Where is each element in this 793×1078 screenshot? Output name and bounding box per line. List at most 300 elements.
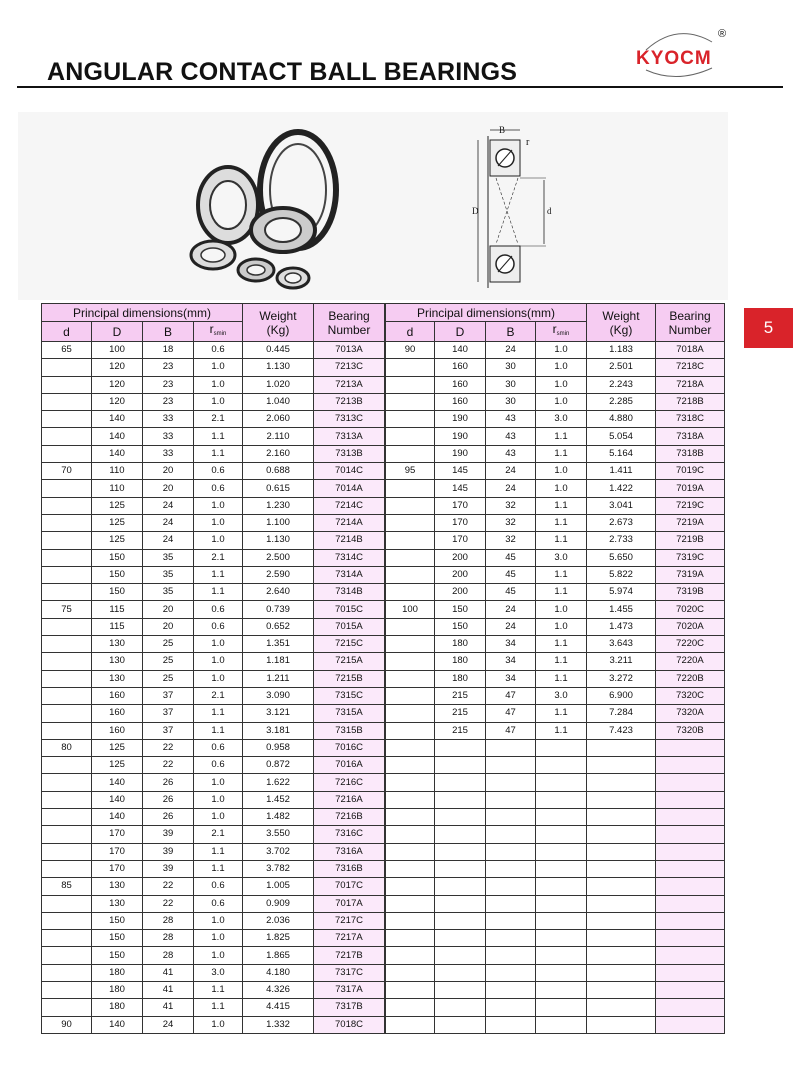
table-cell — [486, 964, 536, 981]
table-cell — [386, 497, 435, 514]
table-cell: 2.110 — [243, 428, 314, 445]
table-row — [42, 791, 725, 808]
table-row — [42, 739, 725, 756]
table-cell — [435, 774, 486, 791]
table-cell: 110 — [92, 480, 143, 497]
table-cell: 7015C — [314, 601, 385, 618]
table-row — [42, 480, 725, 497]
table-cell — [42, 376, 92, 393]
table-cell: 3.702 — [243, 843, 314, 860]
table-cell: 7318B — [656, 445, 725, 462]
table-cell: 7013A — [314, 342, 385, 359]
table-cell — [386, 1016, 435, 1033]
table-cell: 170 — [92, 843, 143, 860]
table-cell — [587, 964, 656, 981]
bearing-cross-section-diagram — [468, 118, 578, 293]
table-cell: 7219C — [656, 497, 725, 514]
registered-mark: ® — [718, 28, 727, 40]
col-rsmin-header: rsmin — [194, 322, 243, 342]
col-B-header-right: B — [486, 322, 536, 342]
table-cell: 1.0 — [194, 947, 243, 964]
table-cell: 200 — [435, 566, 486, 583]
table-cell: 26 — [143, 791, 194, 808]
table-cell: 0.6 — [194, 618, 243, 635]
table-cell: 1.0 — [194, 809, 243, 826]
table-cell: 39 — [143, 826, 194, 843]
table-cell: 115 — [92, 601, 143, 618]
table-cell: 1.1 — [194, 981, 243, 998]
table-cell: 140 — [435, 342, 486, 359]
table-cell: 130 — [92, 878, 143, 895]
table-cell: 7215B — [314, 670, 385, 687]
table-cell: 1.1 — [536, 653, 587, 670]
table-cell — [435, 912, 486, 929]
col-d-header: d — [42, 322, 92, 342]
table-cell: 22 — [143, 895, 194, 912]
table-cell: 0.615 — [243, 480, 314, 497]
table-cell — [42, 618, 92, 635]
table-cell: 41 — [143, 964, 194, 981]
table-row — [42, 497, 725, 514]
table-cell: 7213C — [314, 359, 385, 376]
table-cell — [42, 687, 92, 704]
table-cell: 7216C — [314, 774, 385, 791]
table-cell: 1.230 — [243, 497, 314, 514]
table-cell: 70 — [42, 463, 92, 480]
table-cell: 3.272 — [587, 670, 656, 687]
table-cell: 3.121 — [243, 705, 314, 722]
table-cell: 20 — [143, 463, 194, 480]
table-cell: 23 — [143, 376, 194, 393]
table-cell — [42, 843, 92, 860]
table-cell: 7218C — [656, 359, 725, 376]
table-row — [42, 601, 725, 618]
table-cell: 170 — [435, 497, 486, 514]
table-cell: 2.285 — [587, 393, 656, 410]
table-cell: 7218A — [656, 376, 725, 393]
table-cell — [587, 878, 656, 895]
table-cell — [486, 947, 536, 964]
table-cell — [435, 930, 486, 947]
table-row — [42, 1016, 725, 1033]
table-cell: 3.782 — [243, 860, 314, 877]
table-cell: 43 — [486, 445, 536, 462]
table-cell: 0.6 — [194, 480, 243, 497]
table-cell — [42, 757, 92, 774]
table-cell — [656, 757, 725, 774]
table-cell: 7317A — [314, 981, 385, 998]
table-cell: 28 — [143, 947, 194, 964]
table-cell — [486, 757, 536, 774]
table-cell: 1.1 — [194, 722, 243, 739]
table-cell: 160 — [92, 722, 143, 739]
table-cell — [656, 912, 725, 929]
table-cell — [42, 774, 92, 791]
table-cell: 1.1 — [194, 428, 243, 445]
table-cell: 1.0 — [194, 670, 243, 687]
table-cell — [42, 705, 92, 722]
table-cell: 7019C — [656, 463, 725, 480]
table-cell: 4.326 — [243, 981, 314, 998]
table-cell: 7313A — [314, 428, 385, 445]
table-cell: 30 — [486, 376, 536, 393]
table-cell: 0.652 — [243, 618, 314, 635]
table-cell: 7320B — [656, 722, 725, 739]
table-cell: 24 — [143, 532, 194, 549]
table-cell — [656, 1016, 725, 1033]
table-cell: 140 — [92, 1016, 143, 1033]
table-cell — [536, 981, 587, 998]
table-cell: 7319C — [656, 549, 725, 566]
table-cell — [42, 636, 92, 653]
table-cell: 140 — [92, 411, 143, 428]
table-cell — [42, 584, 92, 601]
table-cell: 75 — [42, 601, 92, 618]
table-cell: 7319B — [656, 584, 725, 601]
table-cell: 7019A — [656, 480, 725, 497]
table-cell: 1.0 — [536, 463, 587, 480]
table-cell: 150 — [92, 947, 143, 964]
table-cell — [656, 860, 725, 877]
table-cell: 34 — [486, 670, 536, 687]
table-cell — [587, 912, 656, 929]
table-cell — [386, 981, 435, 998]
bearing-number-header-right: Bearing Number — [656, 304, 725, 342]
table-cell — [386, 670, 435, 687]
table-cell: 100 — [386, 601, 435, 618]
title-underline — [17, 86, 783, 88]
table-row — [42, 411, 725, 428]
table-cell — [42, 411, 92, 428]
table-cell: 7018A — [656, 342, 725, 359]
table-cell — [656, 843, 725, 860]
table-cell: 2.1 — [194, 549, 243, 566]
table-cell: 45 — [486, 566, 536, 583]
table-cell: 215 — [435, 687, 486, 704]
table-cell — [656, 981, 725, 998]
table-cell: 110 — [92, 463, 143, 480]
table-cell — [42, 791, 92, 808]
table-cell: 1.0 — [536, 393, 587, 410]
table-cell: 24 — [143, 1016, 194, 1033]
table-cell: 3.0 — [536, 411, 587, 428]
table-cell: 7015A — [314, 618, 385, 635]
table-row — [42, 826, 725, 843]
table-cell — [42, 549, 92, 566]
table-cell: 190 — [435, 428, 486, 445]
table-row — [42, 428, 725, 445]
table-cell — [42, 860, 92, 877]
table-cell: 170 — [435, 532, 486, 549]
dim-r-label: r — [526, 137, 530, 148]
table-cell: 20 — [143, 618, 194, 635]
table-row — [42, 670, 725, 687]
col-D-header: D — [92, 322, 143, 342]
table-cell: 7320A — [656, 705, 725, 722]
table-cell: 26 — [143, 809, 194, 826]
table-cell: 1.0 — [194, 497, 243, 514]
table-cell: 1.0 — [194, 514, 243, 531]
table-cell: 5.974 — [587, 584, 656, 601]
table-cell — [435, 947, 486, 964]
table-cell: 2.673 — [587, 514, 656, 531]
table-row — [42, 860, 725, 877]
table-cell: 35 — [143, 566, 194, 583]
table-row — [42, 393, 725, 410]
table-cell — [42, 359, 92, 376]
table-cell — [656, 809, 725, 826]
table-cell: 7318A — [656, 428, 725, 445]
table-cell: 125 — [92, 532, 143, 549]
table-cell: 24 — [486, 480, 536, 497]
table-cell: 1.0 — [194, 532, 243, 549]
table-cell: 160 — [435, 376, 486, 393]
table-cell: 1.411 — [587, 463, 656, 480]
table-cell: 18 — [143, 342, 194, 359]
table-cell — [386, 584, 435, 601]
col-B-header: B — [143, 322, 194, 342]
table-cell: 2.501 — [587, 359, 656, 376]
table-cell: 7316C — [314, 826, 385, 843]
table-cell: 2.160 — [243, 445, 314, 462]
table-cell — [536, 878, 587, 895]
table-cell: 1.1 — [536, 445, 587, 462]
table-cell: 7318C — [656, 411, 725, 428]
table-cell — [486, 809, 536, 826]
table-cell — [386, 549, 435, 566]
table-cell: 1.181 — [243, 653, 314, 670]
table-cell: 1.130 — [243, 359, 314, 376]
table-cell: 7217A — [314, 930, 385, 947]
table-cell: 1.825 — [243, 930, 314, 947]
table-cell — [536, 739, 587, 756]
table-cell: 4.415 — [243, 999, 314, 1016]
table-cell: 140 — [92, 791, 143, 808]
table-cell: 0.6 — [194, 463, 243, 480]
table-cell — [536, 860, 587, 877]
table-cell — [656, 878, 725, 895]
table-cell: 7315A — [314, 705, 385, 722]
table-cell — [656, 999, 725, 1016]
table-cell — [435, 895, 486, 912]
table-cell: 7216B — [314, 809, 385, 826]
table-row — [42, 930, 725, 947]
table-cell: 1.1 — [194, 843, 243, 860]
table-cell: 1.1 — [194, 860, 243, 877]
table-cell — [42, 514, 92, 531]
table-cell — [587, 860, 656, 877]
table-cell: 190 — [435, 445, 486, 462]
table-cell: 3.0 — [194, 964, 243, 981]
table-cell — [486, 930, 536, 947]
table-cell: 0.6 — [194, 342, 243, 359]
table-cell — [486, 912, 536, 929]
bearing-number-header: Bearing Number — [314, 304, 385, 342]
table-cell: 0.872 — [243, 757, 314, 774]
table-cell: 7.284 — [587, 705, 656, 722]
table-cell: 33 — [143, 445, 194, 462]
table-cell — [386, 514, 435, 531]
table-cell — [536, 843, 587, 860]
table-cell: 45 — [486, 584, 536, 601]
table-cell: 0.958 — [243, 739, 314, 756]
table-cell — [386, 912, 435, 929]
table-cell — [386, 895, 435, 912]
table-cell — [486, 895, 536, 912]
table-cell — [42, 809, 92, 826]
table-cell: 24 — [143, 514, 194, 531]
table-cell: 20 — [143, 601, 194, 618]
table-cell: 2.500 — [243, 549, 314, 566]
table-cell: 1.0 — [536, 618, 587, 635]
table-cell — [386, 636, 435, 653]
table-cell: 0.909 — [243, 895, 314, 912]
table-cell: 7213A — [314, 376, 385, 393]
table-cell: 190 — [435, 411, 486, 428]
table-cell: 43 — [486, 428, 536, 445]
table-row — [42, 774, 725, 791]
table-cell: 47 — [486, 687, 536, 704]
table-cell: 180 — [435, 670, 486, 687]
table-cell: 4.880 — [587, 411, 656, 428]
table-cell — [656, 774, 725, 791]
brand-logo — [632, 28, 732, 78]
table-cell — [435, 843, 486, 860]
table-cell — [587, 947, 656, 964]
table-row — [42, 549, 725, 566]
table-cell: 120 — [92, 359, 143, 376]
weight-header-right: Weight (Kg) — [587, 304, 656, 342]
table-cell: 1.1 — [194, 999, 243, 1016]
table-row — [42, 809, 725, 826]
table-cell: 1.0 — [536, 601, 587, 618]
table-cell: 0.6 — [194, 601, 243, 618]
table-row — [42, 463, 725, 480]
table-cell: 90 — [386, 342, 435, 359]
table-cell — [536, 791, 587, 808]
table-cell: 125 — [92, 757, 143, 774]
table-cell — [435, 999, 486, 1016]
table-cell — [386, 687, 435, 704]
table-row — [42, 912, 725, 929]
table-cell: 180 — [435, 636, 486, 653]
table-cell — [386, 376, 435, 393]
table-cell — [587, 895, 656, 912]
table-row — [42, 445, 725, 462]
table-row — [42, 584, 725, 601]
table-cell — [42, 826, 92, 843]
table-cell: 130 — [92, 895, 143, 912]
table-cell — [386, 653, 435, 670]
table-cell: 37 — [143, 722, 194, 739]
table-cell — [536, 930, 587, 947]
table-cell: 1.005 — [243, 878, 314, 895]
table-cell: 3.0 — [536, 687, 587, 704]
table-row — [42, 532, 725, 549]
dim-d-label: d — [547, 206, 552, 216]
table-cell: 1.020 — [243, 376, 314, 393]
table-cell — [386, 428, 435, 445]
table-cell: 2.1 — [194, 411, 243, 428]
table-cell: 150 — [92, 930, 143, 947]
table-cell: 39 — [143, 843, 194, 860]
table-cell: 7220A — [656, 653, 725, 670]
table-cell: 24 — [486, 342, 536, 359]
table-cell: 140 — [92, 809, 143, 826]
table-cell — [42, 895, 92, 912]
table-cell — [386, 480, 435, 497]
table-row — [42, 618, 725, 635]
table-cell: 3.0 — [536, 549, 587, 566]
table-cell: 1.0 — [536, 480, 587, 497]
table-cell — [42, 947, 92, 964]
table-cell: 26 — [143, 774, 194, 791]
table-cell: 22 — [143, 757, 194, 774]
table-cell: 80 — [42, 739, 92, 756]
table-cell — [386, 930, 435, 947]
table-cell: 150 — [92, 566, 143, 583]
table-cell: 1.0 — [194, 1016, 243, 1033]
table-cell: 30 — [486, 393, 536, 410]
table-row — [42, 999, 725, 1016]
col-D-header-right: D — [435, 322, 486, 342]
table-cell: 7017A — [314, 895, 385, 912]
table-cell — [386, 826, 435, 843]
table-cell: 1.1 — [536, 636, 587, 653]
table-cell — [386, 445, 435, 462]
table-cell: 7216A — [314, 791, 385, 808]
table-cell: 3.041 — [587, 497, 656, 514]
table-cell — [587, 739, 656, 756]
table-cell: 150 — [92, 584, 143, 601]
table-cell: 3.090 — [243, 687, 314, 704]
table-cell — [386, 860, 435, 877]
table-cell: 43 — [486, 411, 536, 428]
table-cell: 34 — [486, 653, 536, 670]
table-cell: 7219A — [656, 514, 725, 531]
table-cell: 1.1 — [194, 566, 243, 583]
table-cell: 7214B — [314, 532, 385, 549]
table-cell — [587, 809, 656, 826]
table-cell: 7.423 — [587, 722, 656, 739]
table-cell: 7014C — [314, 463, 385, 480]
table-cell — [386, 947, 435, 964]
table-row — [42, 722, 725, 739]
table-cell — [386, 566, 435, 583]
table-cell: 7317C — [314, 964, 385, 981]
table-row — [42, 843, 725, 860]
table-cell: 1.0 — [194, 653, 243, 670]
table-cell: 130 — [92, 653, 143, 670]
table-cell: 1.0 — [194, 791, 243, 808]
table-cell: 25 — [143, 670, 194, 687]
table-cell: 2.243 — [587, 376, 656, 393]
table-cell: 22 — [143, 739, 194, 756]
table-cell: 1.0 — [536, 376, 587, 393]
table-cell — [435, 739, 486, 756]
table-cell: 1.1 — [194, 445, 243, 462]
table-cell: 1.422 — [587, 480, 656, 497]
table-cell — [587, 930, 656, 947]
table-cell — [656, 964, 725, 981]
table-cell: 23 — [143, 393, 194, 410]
table-row — [42, 376, 725, 393]
table-cell: 47 — [486, 705, 536, 722]
table-cell: 170 — [435, 514, 486, 531]
table-cell: 2.640 — [243, 584, 314, 601]
table-cell: 215 — [435, 705, 486, 722]
table-cell: 33 — [143, 428, 194, 445]
